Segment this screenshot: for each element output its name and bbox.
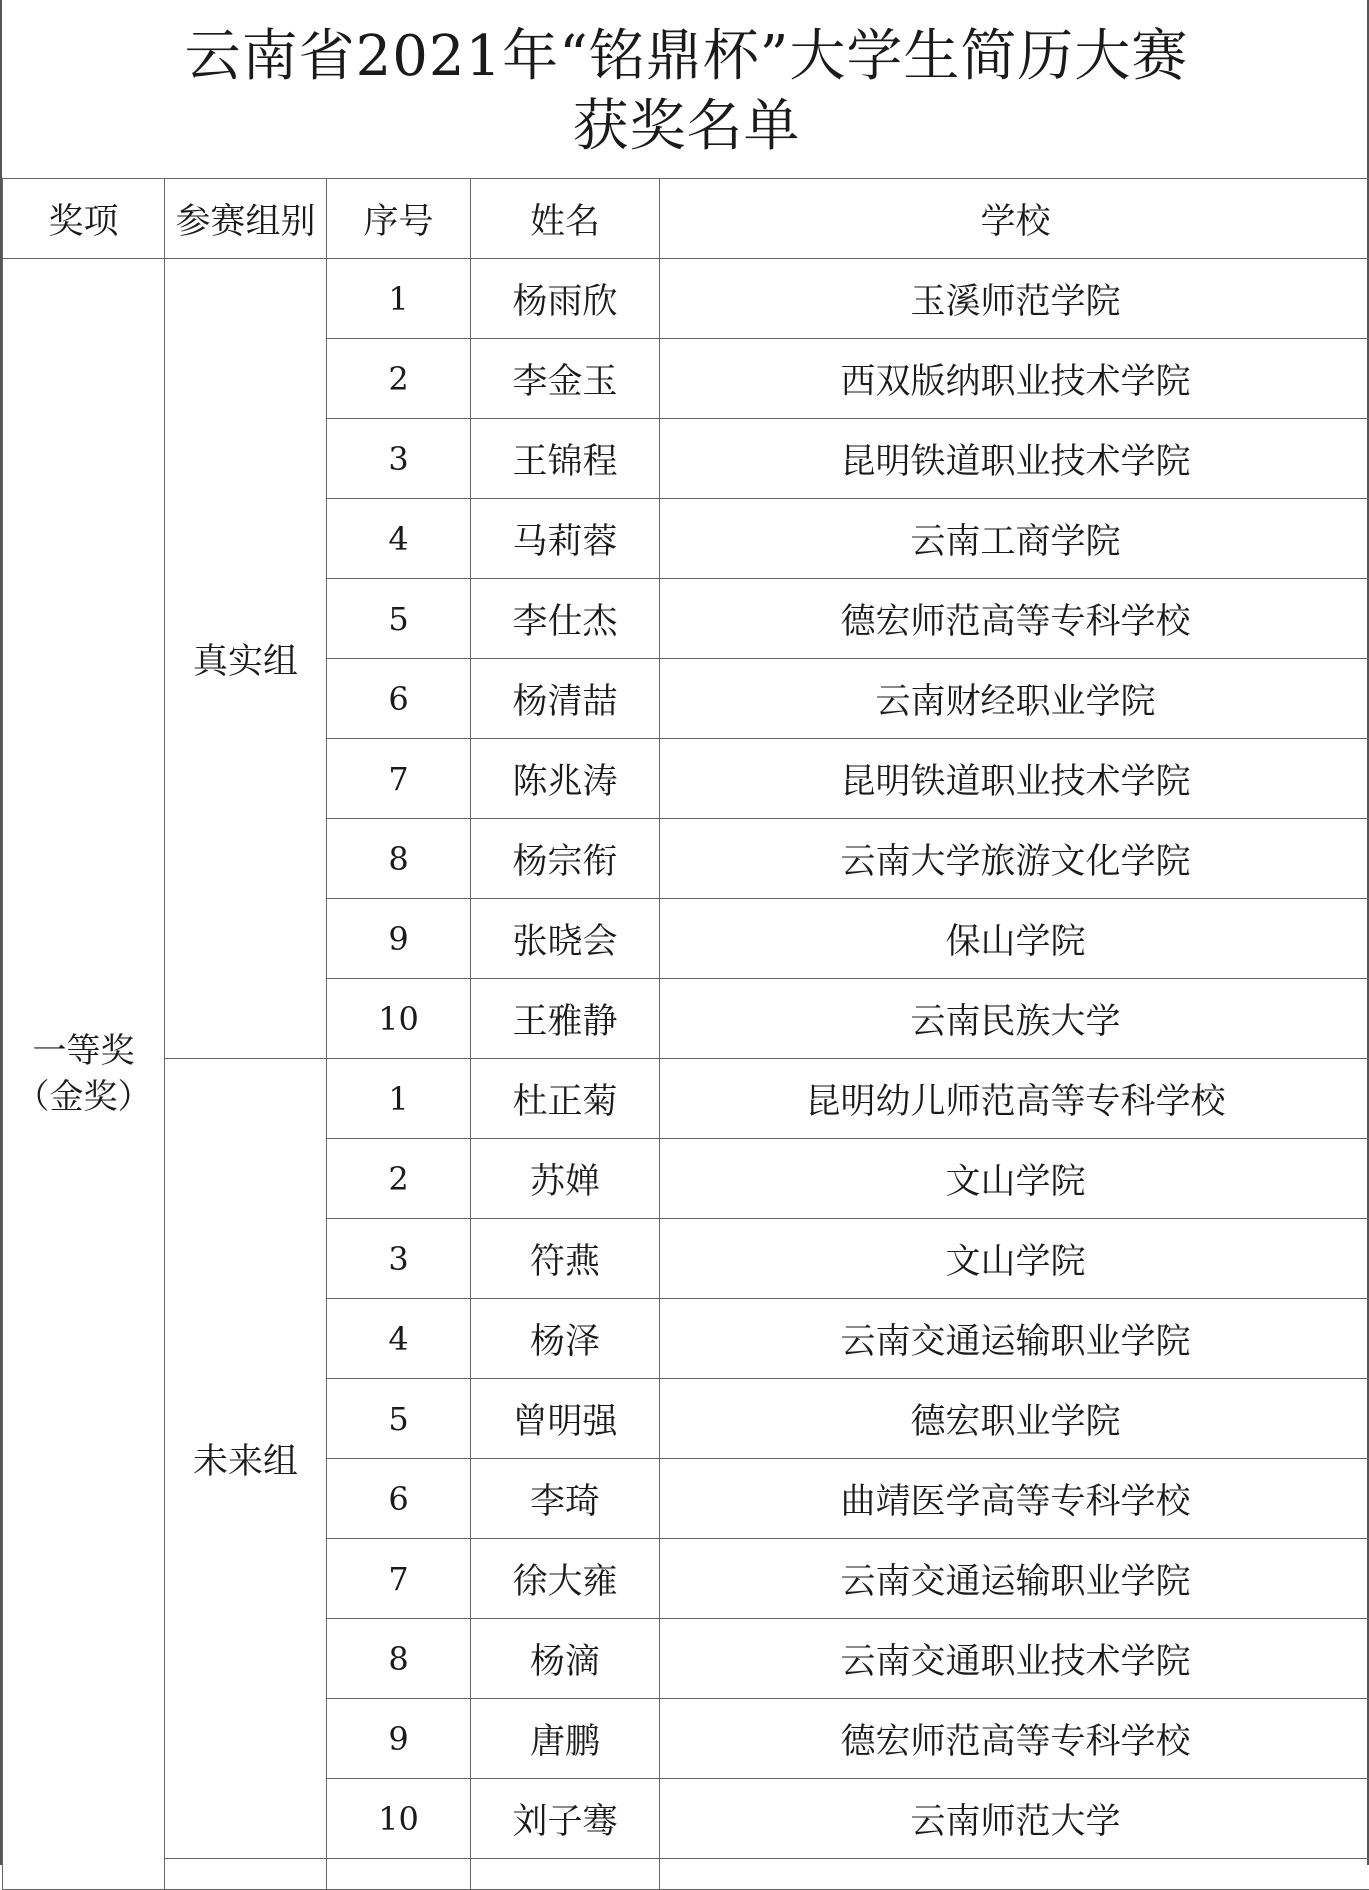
name-cell: 刘子骞 — [471, 1779, 660, 1859]
school-cell: 玉溪师范学院 — [660, 259, 1369, 339]
school-cell: 昆明铁道职业技术学院 — [660, 419, 1369, 499]
school-cell: 德宏师范高等专科学校 — [660, 579, 1369, 659]
index-cell: 2 — [327, 1139, 471, 1219]
school-cell: 云南交通运输职业学院 — [660, 1299, 1369, 1379]
header-group: 参赛组别 — [165, 179, 327, 259]
school-cell: 云南交通运输职业学院 — [660, 1539, 1369, 1619]
index-cell: 7 — [327, 1539, 471, 1619]
school-cell: 保山学院 — [660, 899, 1369, 979]
index-cell: 5 — [327, 579, 471, 659]
empty-cell — [471, 1859, 660, 1890]
index-cell: 5 — [327, 1379, 471, 1459]
empty-cell — [327, 1859, 471, 1890]
school-cell: 文山学院 — [660, 1139, 1369, 1219]
award-cell — [3, 259, 165, 1890]
award-line-1: 一等奖 — [3, 1028, 164, 1074]
group-cell: 真实组 — [165, 259, 327, 1059]
table-row — [3, 1059, 1369, 1139]
index-cell: 2 — [327, 339, 471, 419]
school-cell: 云南财经职业学院 — [660, 659, 1369, 739]
award-line-2: （金奖） — [3, 1074, 164, 1120]
header-school: 学校 — [660, 179, 1369, 259]
school-cell: 西双版纳职业技术学院 — [660, 339, 1369, 419]
name-cell: 陈兆涛 — [471, 739, 660, 819]
name-cell: 杨雨欣 — [471, 259, 660, 339]
school-cell: 文山学院 — [660, 1219, 1369, 1299]
school-cell: 云南大学旅游文化学院 — [660, 819, 1369, 899]
header-index: 序号 — [327, 179, 471, 259]
header-name: 姓名 — [471, 179, 660, 259]
name-cell: 唐鹏 — [471, 1699, 660, 1779]
index-cell: 4 — [327, 499, 471, 579]
name-cell: 李金玉 — [471, 339, 660, 419]
name-cell: 杨滴 — [471, 1619, 660, 1699]
index-cell: 8 — [327, 819, 471, 899]
name-cell: 马莉蓉 — [471, 499, 660, 579]
name-cell: 杨清喆 — [471, 659, 660, 739]
index-cell: 8 — [327, 1619, 471, 1699]
index-cell: 6 — [327, 1459, 471, 1539]
index-cell: 10 — [327, 1779, 471, 1859]
school-cell: 德宏职业学院 — [660, 1379, 1369, 1459]
index-cell: 6 — [327, 659, 471, 739]
school-cell: 云南工商学院 — [660, 499, 1369, 579]
table-row — [3, 1859, 1369, 1890]
title-line-1: 云南省2021年“铭鼎杯”大学生简历大赛 — [2, 0, 1369, 92]
table-row — [3, 259, 1369, 339]
school-cell: 昆明幼儿师范高等专科学校 — [660, 1059, 1369, 1139]
school-cell: 昆明铁道职业技术学院 — [660, 739, 1369, 819]
school-cell: 曲靖医学高等专科学校 — [660, 1459, 1369, 1539]
name-cell: 李仕杰 — [471, 579, 660, 659]
header-award: 奖项 — [3, 179, 165, 259]
name-cell: 苏婵 — [471, 1139, 660, 1219]
index-cell: 9 — [327, 899, 471, 979]
empty-cell — [165, 1859, 327, 1890]
name-cell: 王雅静 — [471, 979, 660, 1059]
awards-table-body — [3, 259, 1369, 1890]
name-cell: 杨宗衔 — [471, 819, 660, 899]
group-cell: 未来组 — [165, 1059, 327, 1859]
name-cell: 杨泽 — [471, 1299, 660, 1379]
school-cell: 云南师范大学 — [660, 1779, 1369, 1859]
index-cell: 3 — [327, 419, 471, 499]
header-row — [3, 179, 1369, 259]
name-cell: 张晓会 — [471, 899, 660, 979]
empty-cell — [660, 1859, 1369, 1890]
index-cell: 7 — [327, 739, 471, 819]
name-cell: 符燕 — [471, 1219, 660, 1299]
index-cell: 1 — [327, 1059, 471, 1139]
awards-table — [2, 178, 1369, 1890]
index-cell: 10 — [327, 979, 471, 1059]
name-cell: 徐大雍 — [471, 1539, 660, 1619]
index-cell: 9 — [327, 1699, 471, 1779]
school-cell: 德宏师范高等专科学校 — [660, 1699, 1369, 1779]
index-cell: 3 — [327, 1219, 471, 1299]
document-title — [2, 0, 1369, 178]
title-line-2: 获奖名单 — [2, 92, 1369, 162]
name-cell: 王锦程 — [471, 419, 660, 499]
name-cell: 曾明强 — [471, 1379, 660, 1459]
name-cell: 李琦 — [471, 1459, 660, 1539]
school-cell: 云南交通职业技术学院 — [660, 1619, 1369, 1699]
index-cell: 1 — [327, 259, 471, 339]
school-cell: 云南民族大学 — [660, 979, 1369, 1059]
index-cell: 4 — [327, 1299, 471, 1379]
name-cell: 杜正菊 — [471, 1059, 660, 1139]
